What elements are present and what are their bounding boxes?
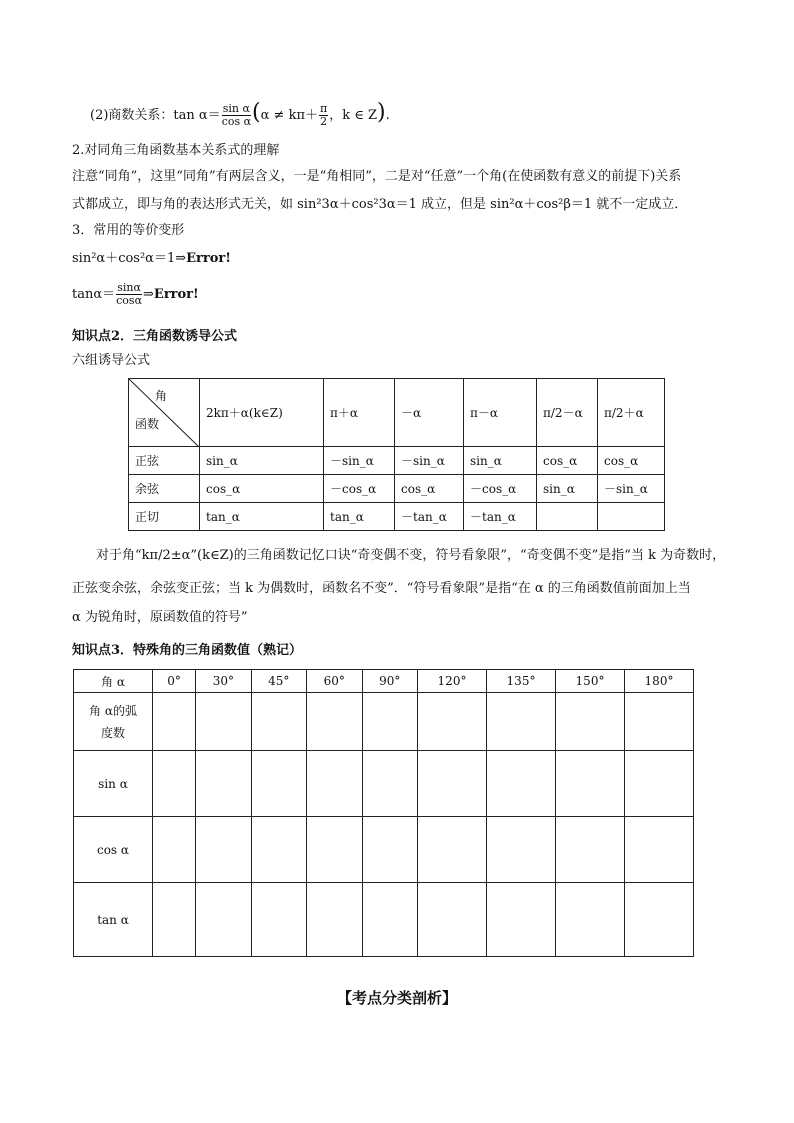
fraction: [319, 103, 328, 128]
paragraph: 正弦变余弦，余弦变正弦；当 k 为偶数时，函数名不变”．“符号看象限”是指“在 α 的三角函数值前面加上当: [72, 581, 691, 596]
paragraph: α 为锐角时，原函数值的符号”: [72, 610, 248, 625]
cell: [598, 503, 665, 531]
fraction: [222, 103, 251, 128]
table-row: [129, 447, 665, 475]
cell: sin_α: [537, 475, 598, 503]
header-cell: 2kπ＋α(k∈Z): [200, 379, 324, 447]
cell: sin_α: [464, 447, 537, 475]
cell: cos_α: [537, 447, 598, 475]
header-cell: π＋α: [324, 379, 395, 447]
table-row: [129, 503, 665, 531]
row-label: 余弦: [129, 475, 200, 503]
table-row: [74, 883, 694, 957]
cell: －sin_α: [395, 447, 464, 475]
denominator: 2: [320, 115, 328, 128]
row-label: tan α: [74, 883, 153, 957]
header-cell: 180°: [625, 670, 694, 693]
header-cell: 45°: [251, 670, 306, 693]
cell: cos_α: [395, 475, 464, 503]
table-header-row: [129, 379, 665, 447]
numerator: sin α: [222, 102, 250, 115]
header-cell: π/2＋α: [598, 379, 665, 447]
period: .: [385, 108, 390, 123]
row-label: 角 α的弧度数: [74, 693, 153, 751]
section-heading: 2.对同角三角函数基本关系式的理解: [72, 143, 280, 158]
cell: －cos_α: [324, 475, 395, 503]
knowledge-point-3-heading: 知识点3．特殊角的三角函数值（熟记）: [72, 643, 303, 658]
induction-formula-table: [128, 378, 665, 531]
header-cell: 0°: [153, 670, 196, 693]
error-text: Error!: [153, 287, 199, 302]
label: (2)商数关系：: [90, 108, 174, 123]
cell: tan_α: [200, 503, 324, 531]
formula-text: sin²α＋cos²α＝1⇒: [72, 251, 187, 266]
cell: sin_α: [200, 447, 324, 475]
error-text: Error!: [186, 251, 231, 266]
formula: [72, 251, 231, 267]
table-row: [74, 751, 694, 817]
row-label: cos α: [74, 817, 153, 883]
formula-text: tanα＝: [72, 287, 116, 302]
cell: tan_α: [324, 503, 395, 531]
quotient-relation: (2)商数关系：tan α＝ $\frac{\text{sin α}}{\text{cos α}}$ (α ≠ kπ＋ $\frac{\pi}{2}$ ，k ∈ Z).: [90, 100, 390, 128]
paragraph: 对于角“kπ/2±α”(k∈Z)的三角函数记忆口诀“奇变偶不变，符号看象限”，“奇变偶不变”是指“当 k 为奇数时，: [96, 548, 726, 563]
cell: －tan_α: [395, 503, 464, 531]
corner-bottom: 函数: [135, 417, 160, 431]
numerator: π: [320, 102, 328, 115]
cell: [537, 503, 598, 531]
paragraph: 式都成立，即与角的表达形式无关，如 sin²3α＋cos²3α＝1 成立，但是 sin²α＋cos²β＝1 就不一定成立．: [72, 197, 688, 212]
arrow: ⇒: [143, 287, 154, 302]
row-label: 正切: [129, 503, 200, 531]
header-cell: 150°: [556, 670, 625, 693]
numerator: sinα: [117, 281, 141, 294]
cell: －sin_α: [598, 475, 665, 503]
header-cell: 135°: [487, 670, 556, 693]
header-cell: 60°: [307, 670, 362, 693]
table-header-row: [74, 670, 694, 693]
cell: －tan_α: [464, 503, 537, 531]
cell: cos_α: [598, 447, 665, 475]
denominator: cosα: [116, 294, 142, 307]
cell: －cos_α: [464, 475, 537, 503]
header-cell: π/2－α: [537, 379, 598, 447]
header-cell: 30°: [196, 670, 251, 693]
corner-top: 角: [154, 389, 167, 403]
paragraph: 注意“同角”，这里“同角”有两层含义，一是“角相同”，二是对“任意”一个角(在使函数有意义的前提下)关系: [72, 169, 682, 184]
condition: ，k ∈ Z: [329, 108, 378, 123]
header-cell: －α: [395, 379, 464, 447]
corner-cell: [129, 379, 200, 447]
row-label: 正弦: [129, 447, 200, 475]
table-row: [74, 817, 694, 883]
cell: cos_α: [200, 475, 324, 503]
lhs: tan α＝: [173, 108, 221, 123]
header-cell: π－α: [464, 379, 537, 447]
header-cell: 90°: [362, 670, 418, 693]
header-cell: 角 α: [74, 670, 153, 693]
special-angle-table: [73, 669, 694, 957]
formula: [72, 280, 199, 310]
table-row: [74, 693, 694, 751]
header-cell: 120°: [418, 670, 487, 693]
section-footer-heading: 【考点分类剖析】: [336, 989, 457, 1007]
fraction: [116, 282, 142, 307]
denominator: cos α: [221, 115, 252, 128]
subheading: 六组诱导公式: [72, 353, 151, 368]
condition: α ≠ kπ＋: [260, 108, 318, 123]
row-label: sin α: [74, 751, 153, 817]
knowledge-point-2-heading: 知识点2．三角函数诱导公式: [72, 329, 238, 344]
table-row: [129, 475, 665, 503]
section-heading: 3．常用的等价变形: [72, 223, 185, 238]
cell: －sin_α: [324, 447, 395, 475]
